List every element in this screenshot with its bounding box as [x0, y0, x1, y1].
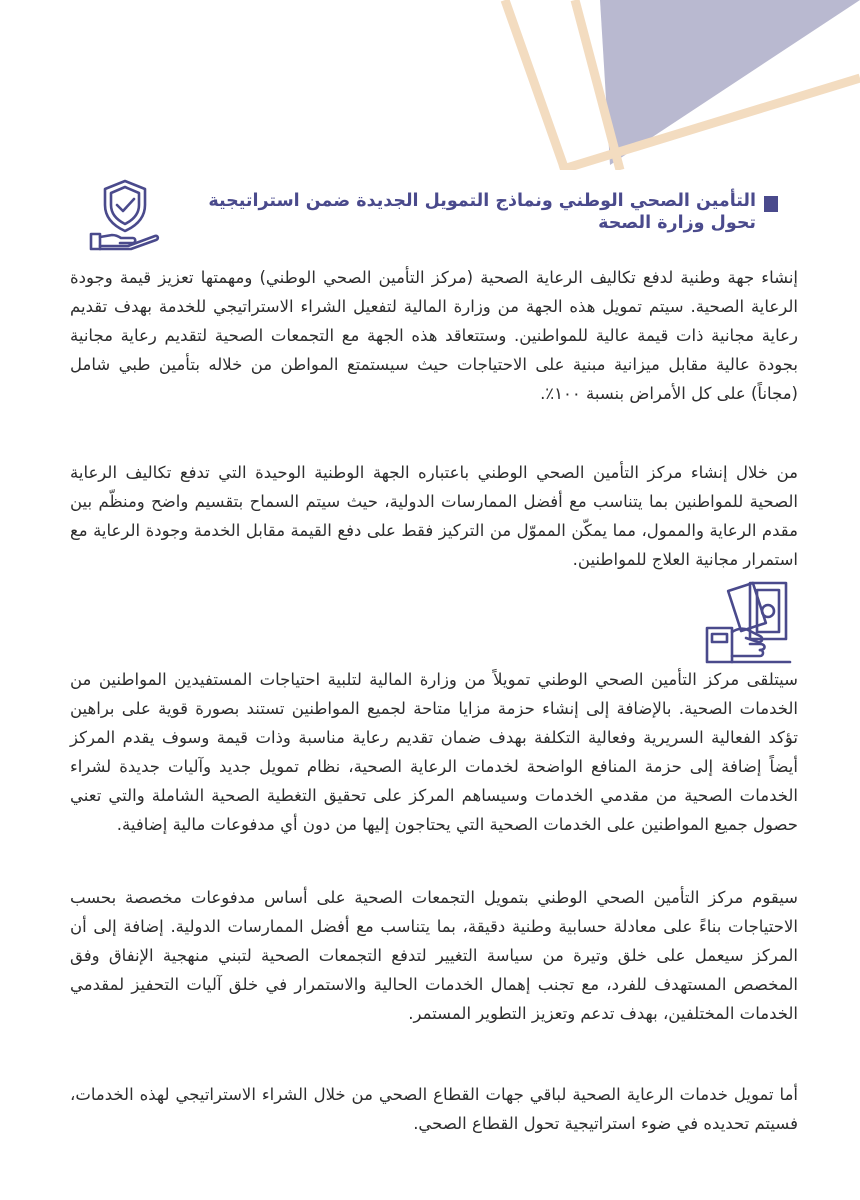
heading-marker — [764, 196, 778, 212]
section-heading — [190, 190, 778, 234]
decorative-triangle — [600, 0, 860, 165]
paragraph-clusters-funding: سيقوم مركز التأمين الصحي الوطني بتمويل التجمعات الصحية على أساس مدفوعات مخصصة بحسب الاحتياجات بناءً على معادلة حسابية وطنية دقيقة، بما يتناسب مع أفضل الممارسات الدولية. إضافة إلى أن المركز سيعمل على خلق وتيرة من سياسة التغيير لتدفع التجمعات الصحية لتبني منهجية الإنفاق وفق المخصص المستهدف للفرد، مع تجنب إهمال الخدمات الحالية والاستمرار في خلق آليات التحفيز لمقدمي الخدمات المختلفين، بهدف تدعم وتعزيز التطوير المستمر. — [70, 888, 798, 1023]
section-title: التأمين الصحي الوطني ونماذج التمويل الجديدة ضمن استراتيجية تحول وزارة الصحة — [208, 191, 756, 233]
decorative-background — [0, 0, 860, 170]
decorative-stripe — [560, 78, 860, 170]
shield-check-hand-icon — [88, 178, 162, 252]
cash-hand-icon — [704, 580, 794, 666]
decorative-stripe — [505, 0, 565, 170]
paragraph-insurance-center-role: من خلال إنشاء مركز التأمين الصحي الوطني باعتباره الجهة الوطنية الوحيدة التي تدفع تكاليف الرعاية الصحية للمواطنين بما يتناسب مع أفضل الممارسات الدولية، حيث سيتم السماح بتقسيم واضح ومنظّم بين مقدم الرعاية والممول، مما يمكّن المموّل من التركيز فقط على دفع القيمة مقابل الخدمة وجودة الرعاية مع استمرار مجانية العلاج للمواطنين. — [70, 463, 798, 569]
paragraph-other-sectors: أما تمويل خدمات الرعاية الصحية لباقي جهات القطاع الصحي من خلال الشراء الاستراتيجي لهذه الخدمات، فسيتم تحديده في ضوء استراتيجية تحول القطاع الصحي. — [70, 1085, 798, 1133]
paragraph-health-insurance-entity: إنشاء جهة وطنية لدفع تكاليف الرعاية الصحية (مركز التأمين الصحي الوطني) ومهمتها تعزيز قيمة وجودة الرعاية الصحية. سيتم تمويل هذه الجهة من وزارة المالية لتفعيل الشراء الاستراتيجي للخدمة بهدف تقديم رعاية مجانية ذات قيمة عالية للمواطنين. وستتعاقد هذه الجهة مع التجمعات الصحية لتقديم رعاية مجانية بجودة عالية مقابل ميزانية مبنية على الاحتياجات حيث سيستمتع المواطن من خلاله بتأمين طبي شامل (مجاناً) على كل الأمراض بنسبة ١٠٠٪. — [70, 268, 798, 403]
paragraph-funding-ministry: سيتلقى مركز التأمين الصحي الوطني تمويلاً من وزارة المالية لتلبية احتياجات المستفيدين المواطنين من الخدمات الصحية. بالإضافة إلى إنشاء حزمة مزايا متاحة لجميع المواطنين تستند بصورة قوية على براهين تؤكد الفعالية السريرية وفعالية التكلفة بهدف ضمان تقديم رعاية مناسبة وذات قيمة وسوف يقدم المركز أيضاً إضافة إلى حزمة المنافع الواضحة لخدمات الرعاية الصحية، نظام تمويل جديد وآليات جديدة لشراء الخدمات الصحية من مقدمي الخدمات وسيساهم المركز على تحقيق التغطية الصحية الشاملة والتي تعني حصول جميع المواطنين على الخدمات الصحية التي يحتاجون إليها من دون أي مدفوعات مالية إضافية. — [70, 670, 798, 834]
decorative-stripe — [575, 0, 620, 170]
